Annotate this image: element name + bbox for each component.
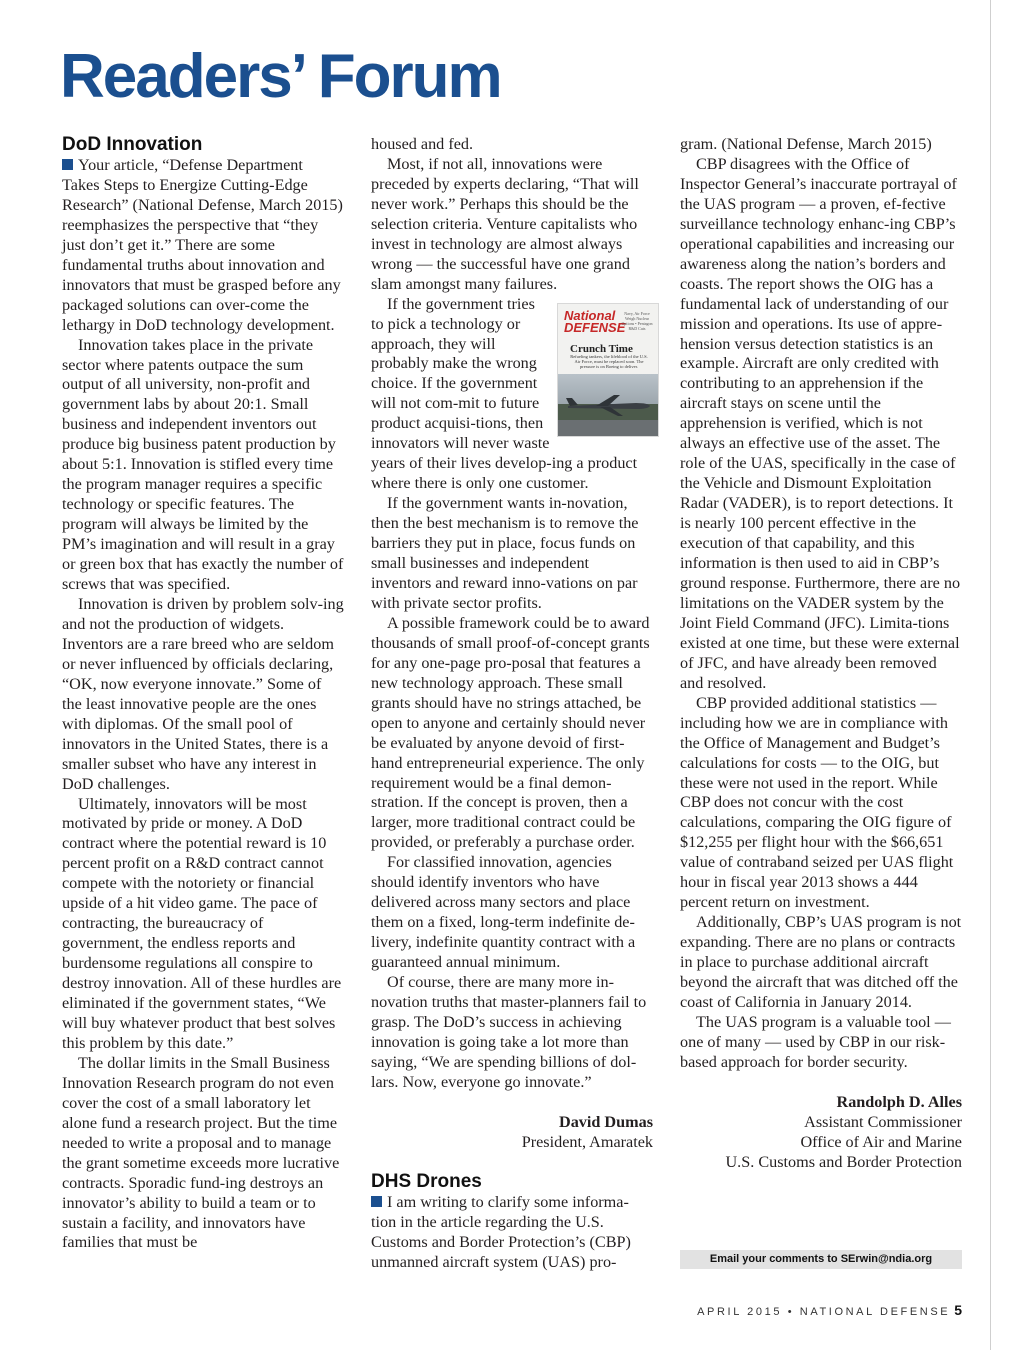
paragraph-text: Your article, “Defense Department Takes Steps to Energize Cutting-Edge Research” (National Defense, March 2015) reemphasizes the perspective that “they just don’t get it.” There are some fundamental truths about innovation and innovators that must be grasped before any packaged solutions can over-come the lethargy in DoD technology development. — [62, 156, 343, 334]
spacer — [371, 1153, 653, 1172]
paragraph: If the government wants in-novation, then the best mechanism is to remove the barriers they put in place, focus funds on small businesses and independent inventors and reward inno-vations on par with private sector profits. — [371, 494, 639, 612]
signature-line: U.S. Customs and Border Protection — [725, 1152, 962, 1171]
paragraph: gram. (National Defense, March 2015) — [680, 135, 932, 153]
signature-line: Office of Air and Marine — [800, 1132, 962, 1151]
paragraph: housed and fed. — [371, 135, 474, 153]
paragraph: Additionally, CBP’s UAS program is not expanding. There are no plans or contracts in place to purchase additional aircraft beyond the aircraft that was ditched off the coast of California in January 2014. — [680, 913, 962, 1011]
cover-teaser: Navy, Air Force Weigh Nuclear Options • Pentagon R&D Cuts — [621, 310, 653, 331]
cover-headline: Crunch Time — [570, 342, 633, 355]
email-address-link[interactable]: SErwin@ndia.org — [840, 1253, 933, 1265]
spacer — [371, 1093, 653, 1113]
column-3 — [680, 135, 962, 1173]
square-bullet-icon — [371, 1196, 382, 1207]
email-comments-bar — [680, 1250, 962, 1269]
signature-name: Randolph D. Alles — [836, 1092, 962, 1111]
paragraph — [62, 156, 344, 336]
email-prompt: Email your comments to — [709, 1253, 841, 1265]
paragraph: CBP provided additional statistics — including how we are in compliance with the Office of Management and Budget’s calculations for costs — to the OIG, but these were not used in the report. While CBP does not concur with the cost calculations, comparing the OIG figure of $12,255 per flight hour with the $66,651 value of contraband seized per UAS flight hour in fiscal year 2013 shows a 444 percent return on investment. — [680, 693, 954, 912]
column-2 — [371, 135, 653, 1272]
section-heading-dod-innovation: DoD Innovation — [62, 134, 203, 155]
cover-subhead: Refueling tankers, the lifeblood of the U.S. Air Force, must be replaced soon. The pressure is on Boeing to deliver. — [570, 353, 648, 369]
paragraph: The UAS program is a valuable tool — one of many — used by CBP in our risk-based approach for border security. — [680, 1012, 951, 1071]
square-bullet-icon — [62, 159, 73, 170]
spacer — [680, 1073, 962, 1093]
signature-name: David Dumas — [559, 1112, 653, 1131]
paragraph: Most, if not all, innovations were preceded by experts declaring, “That will never work.” Perhaps this should be the selection criteria. Venture capitalists who invest in technology are almost always wrong — the successful have one grand slam amongst many failures. — [371, 154, 639, 293]
issue-line: APRIL 2015 • NATIONAL DEFENSE — [697, 1306, 951, 1318]
tanker-aircraft-icon — [566, 392, 652, 418]
paragraph: The dollar limits in the Small Business Innovation Research program do not even cover the cost of a small laboratory let alone fund a research project. But the time needed to write a proposal and to manage the grant sometime exceeds more lucrative contracts. Sporadic fund-ing destroys an innovator’s ability to build a team or to sustain a facility, and innovators have families that must be — [62, 1053, 340, 1252]
paragraph: If the government tries to pick a technology or approach, they will probably make the wrong choice. If the government will not com-mit to future product acquisi-tions, then innovators will never waste years of their lives develop-ing a product where there is only one customer. — [371, 294, 638, 493]
column-1 — [62, 135, 344, 1253]
paragraph: A possible framework could be to award thousands of small proof-of-concept grants for any one-page pro-posal that features a new technology approach. These small grants should have no strings attached, be open to anyone and certainly should never be evaluated by anyone devoid of first-hand entrepreneurial experience. The only requirement would be a final demon-stration. If the concept is proven, then a larger, more traditional contract could be provided, or preferably a purchase order. — [371, 613, 650, 852]
paragraph: Of course, there are many more in-novation truths that master-planners fail to grasp. The DoD’s success in achieving innovation is going take a lot more than saying, “We are spending billions of dol-lars. Now, everyone go innovate.” — [371, 973, 647, 1091]
paragraph-text: I am writing to clarify some informa-tion in the article regarding the U.S. Customs and Border Protection’s (CBP) unmanned aircraft system (UAS) pro- — [371, 1192, 631, 1271]
signature-line: Assistant Commissioner — [804, 1112, 962, 1131]
signature-title: President, Amaratek — [521, 1132, 653, 1151]
paragraph — [371, 1193, 653, 1273]
section-heading-dhs-drones: DHS Drones — [371, 1170, 482, 1192]
page-title: Readers’ Forum — [60, 42, 501, 111]
cover-masthead: National DEFENSE — [564, 307, 626, 335]
paragraph: For classified innovation, agencies should identify inventors who have delivered across many sectors and place them on a fixed, long-term indefinite de-livery, indefinite quantity contract with a guaranteed annual minimum. — [371, 853, 636, 972]
page-number: 5 — [954, 1302, 962, 1318]
cover-runway — [558, 420, 658, 436]
page-footer — [697, 1302, 962, 1320]
paragraph: Innovation is driven by problem solv-ing and not the production of widgets. Inventors are a rare breed who are seldom or never influenced by officials declaring, “OK, now everyone innovate.” Some of the least innovative people are the ones with diplomas. Of the small pool of innovators in the United States, there is a smaller subset who have any interest in DoD challenges. — [62, 594, 344, 793]
paragraph: Innovation takes place in the private sector where patents outpace the sum output of all university, non-profit and government labs by about 20:1. Small business and independent inventors out produce big business patent production by about 5:1. Innovation is stifled every time the program manager requires a specific technology or specific features. The program will always be limited by the PM’s imagination and will result in a gray or green box that has exactly the number of screws that was specified. — [62, 335, 344, 594]
page-edge-rule — [990, 0, 991, 1350]
paragraph: CBP disagrees with the Office of Inspector General’s inaccurate portrayal of the UAS program — a proven, ef-fective surveillance technology enhanc-ing CBP’s operational capabilities and increasing our awareness along the nation’s borders and coasts. The report shows the OIG has a fundamental lack of understanding of our mission and operations. Its use of appre-hension versus detection statistics is an example. Aircraft are only credited with contributing to an apprehension if the aircraft stays on scene until the apprehension is verified, which is not always an effective use of the asset. The role of the UAS, specifically in the case of the Vehicle and Dismount Exploitation Radar (VADER), is to report detections. It is nearly 100 percent effective in the execution of that capability, and this information is then used to aid in CBP’s ground response. Furthermore, there are no limitations on the VADER system by the Joint Field Command (JFC). Limita-tions existed at one time, but these were external of JFC, and have already been removed and resolved. — [680, 154, 961, 692]
magazine-cover-image — [557, 303, 659, 437]
paragraph: Ultimately, innovators will be most motivated by pride or money. A DoD contract where the potential reward is 10 percent profit on a R&D contract cannot compete with the notoriety or financial upside of a hit video game. The pace of contracting, the bureaucracy of government, the endless reports and burdensome regulations all conspire to destroy innovation. All of these hurdles are eliminated if the government states, “We will buy whatever product that best solves this problem by this date.” — [62, 794, 342, 1052]
